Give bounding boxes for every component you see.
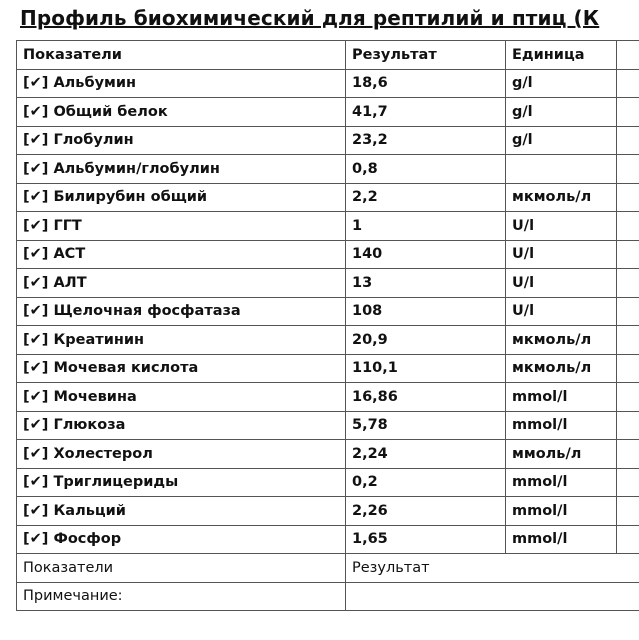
table-row (17, 383, 639, 412)
table-row (17, 69, 639, 98)
result-value-cell: 2,26 (346, 497, 506, 526)
result-value-cell: 20,9 (346, 326, 506, 355)
result-value-cell: 2,24 (346, 440, 506, 469)
table-row (17, 468, 639, 497)
header-row (17, 41, 639, 70)
indicator-name-cell: [✔] Триглицериды (17, 468, 346, 497)
extra-cell (617, 155, 639, 184)
indicator-name-cell: [✔] Креатинин (17, 326, 346, 355)
indicator-name-cell: [✔] Холестерол (17, 440, 346, 469)
table-row (17, 155, 639, 184)
extra-cell (617, 183, 639, 212)
extra-cell (617, 212, 639, 241)
indicator-name-cell: [✔] Альбумин/глобулин (17, 155, 346, 184)
footer-indicators-label: Показатели (17, 554, 346, 583)
extra-cell (617, 69, 639, 98)
result-value-cell: 0,8 (346, 155, 506, 184)
extra-cell (617, 354, 639, 383)
indicator-name-cell: [✔] ГГТ (17, 212, 346, 241)
result-value-cell: 108 (346, 297, 506, 326)
extra-cell (617, 297, 639, 326)
table-row (17, 126, 639, 155)
note-label: Примечание: (17, 582, 346, 611)
indicator-name-cell: [✔] АСТ (17, 240, 346, 269)
result-value-cell: 41,7 (346, 98, 506, 127)
unit-cell: mmol/l (506, 497, 617, 526)
table-row (17, 98, 639, 127)
result-value-cell: 0,2 (346, 468, 506, 497)
unit-cell: U/l (506, 240, 617, 269)
unit-cell: g/l (506, 98, 617, 127)
table-row (17, 326, 639, 355)
result-value-cell: 5,78 (346, 411, 506, 440)
indicator-name-cell: [✔] Билирубин общий (17, 183, 346, 212)
indicator-name-cell: [✔] Общий белок (17, 98, 346, 127)
indicator-name-cell: [✔] Мочевина (17, 383, 346, 412)
indicator-name-cell: [✔] Щелочная фосфатаза (17, 297, 346, 326)
unit-cell: mmol/l (506, 411, 617, 440)
unit-cell: мкмоль/л (506, 326, 617, 355)
indicator-name-cell: [✔] Фосфор (17, 525, 346, 554)
unit-cell: g/l (506, 126, 617, 155)
indicator-name-cell: [✔] Альбумин (17, 69, 346, 98)
table-row (17, 183, 639, 212)
results-table (16, 40, 639, 611)
table-row (17, 411, 639, 440)
extra-cell (617, 383, 639, 412)
footer-row (17, 554, 639, 583)
result-value-cell: 140 (346, 240, 506, 269)
unit-cell: mmol/l (506, 525, 617, 554)
table-row (17, 525, 639, 554)
extra-cell (617, 98, 639, 127)
unit-cell: U/l (506, 297, 617, 326)
result-value-cell: 16,86 (346, 383, 506, 412)
table-row (17, 497, 639, 526)
header-unit: Единица (506, 41, 617, 70)
unit-cell (506, 155, 617, 184)
table-row (17, 212, 639, 241)
result-value-cell: 110,1 (346, 354, 506, 383)
unit-cell: ммоль/л (506, 440, 617, 469)
unit-cell: U/l (506, 212, 617, 241)
header-indicators: Показатели (17, 41, 346, 70)
unit-cell: mmol/l (506, 468, 617, 497)
extra-cell (617, 468, 639, 497)
result-value-cell: 23,2 (346, 126, 506, 155)
table-row (17, 297, 639, 326)
header-result: Результат (346, 41, 506, 70)
footer-result-label: Результат (346, 554, 639, 583)
header-extra (617, 41, 639, 70)
unit-cell: mmol/l (506, 383, 617, 412)
extra-cell (617, 269, 639, 298)
unit-cell: U/l (506, 269, 617, 298)
table-row (17, 240, 639, 269)
table-row (17, 269, 639, 298)
result-value-cell: 18,6 (346, 69, 506, 98)
extra-cell (617, 411, 639, 440)
result-value-cell: 1,65 (346, 525, 506, 554)
unit-cell: мкмоль/л (506, 183, 617, 212)
unit-cell: мкмоль/л (506, 354, 617, 383)
indicator-name-cell: [✔] Кальций (17, 497, 346, 526)
extra-cell (617, 440, 639, 469)
indicator-name-cell: [✔] АЛТ (17, 269, 346, 298)
result-value-cell: 1 (346, 212, 506, 241)
result-value-cell: 2,2 (346, 183, 506, 212)
extra-cell (617, 326, 639, 355)
extra-cell (617, 525, 639, 554)
extra-cell (617, 126, 639, 155)
extra-cell (617, 497, 639, 526)
extra-cell (617, 240, 639, 269)
unit-cell: g/l (506, 69, 617, 98)
indicator-name-cell: [✔] Глобулин (17, 126, 346, 155)
note-row (17, 582, 639, 611)
note-value (346, 582, 639, 611)
result-value-cell: 13 (346, 269, 506, 298)
table-row (17, 354, 639, 383)
indicator-name-cell: [✔] Мочевая кислота (17, 354, 346, 383)
document-title: Профиль биохимический для рептилий и птиц (К (20, 6, 600, 30)
table-row (17, 440, 639, 469)
indicator-name-cell: [✔] Глюкоза (17, 411, 346, 440)
